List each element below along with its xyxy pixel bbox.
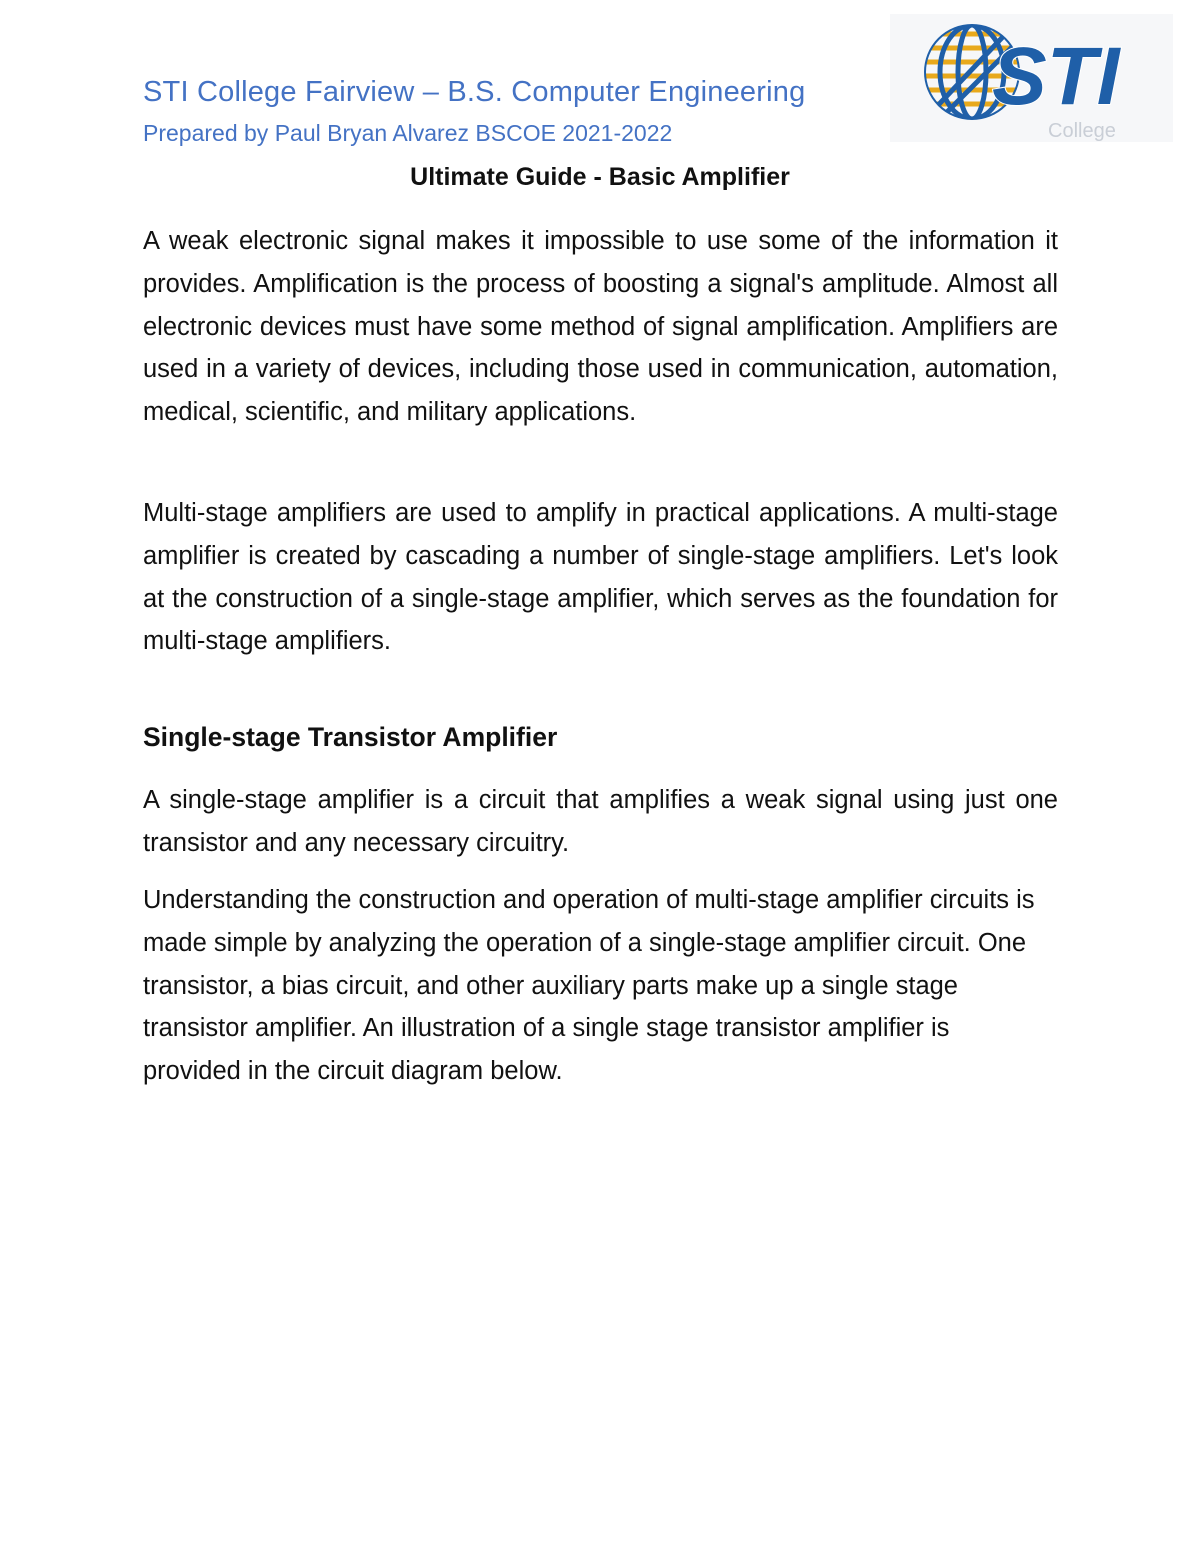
logo-subtext: College [1048,120,1116,142]
document-title: Ultimate Guide - Basic Amplifier [410,163,790,191]
multistage-paragraph: Multi-stage amplifiers are used to amplify in practical applications. A multi-stage amplifier is created by cascading a number of single-stage amplifiers. Let's look at the construction of a single-stage amplifier, which serves as the foundation for multi-stage amplifiers. [143,499,1058,656]
logo-text: STI [992,31,1120,122]
single-stage-explanation-paragraph: Understanding the construction and operation of multi-stage amplifier circuits is made simple by analyzing the operation of a single-stage amplifier circuit. One transistor, a bias circuit, and other auxiliary parts make up a single stage transistor amplifier. An illustration of a single stage transistor amplifier is provided in the circuit diagram below. [143,886,1035,1086]
single-stage-definition-paragraph: A single-stage amplifier is a circuit that amplifies a weak signal using just one transistor and any necessary circuitry. [143,786,1058,857]
intro-paragraph: A weak electronic signal makes it impossible to use some of the information it provides. Amplification is the process of boosting a signal's amplitude. Almost all electronic devices must have some method of signal amplification. Amplifiers are used in a variety of devices, including those used in communication, automation, medical, scientific, and military applications. [143,227,1058,427]
sti-college-logo [890,14,1173,142]
header-school-line: STI College Fairview – B.S. Computer Engineering [143,76,806,108]
header-prepared-by: Prepared by Paul Bryan Alvarez BSCOE 2021-2022 [143,120,673,146]
section-heading: Single-stage Transistor Amplifier [143,722,558,752]
